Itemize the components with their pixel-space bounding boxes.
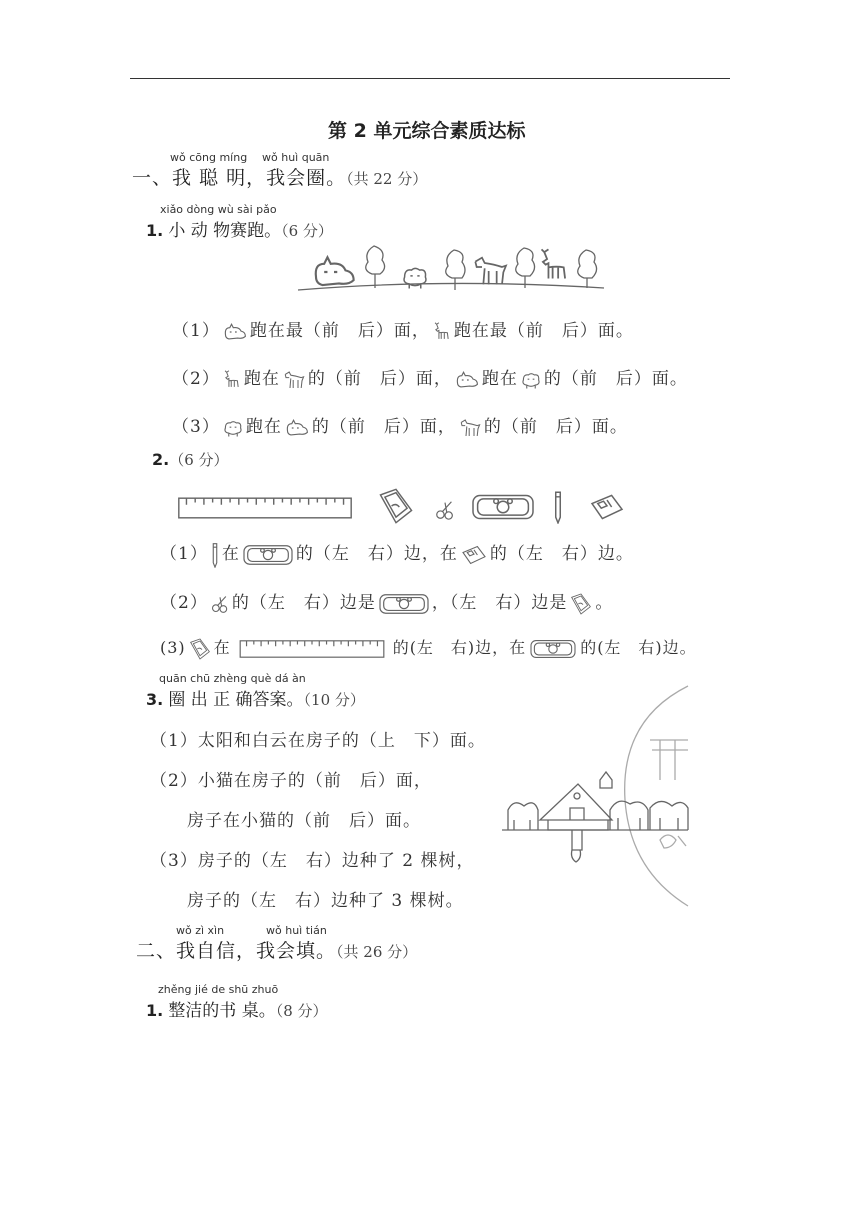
line-text: 的（前 后）面， [307, 369, 452, 389]
scissors-icon [210, 593, 230, 615]
scissors-icon [437, 502, 453, 519]
cat-icon [284, 418, 310, 438]
q1-number: 1. [146, 221, 164, 240]
line-index: （2） [172, 369, 220, 389]
q3-line-4: （3）房子的（左 右）边种了 2 棵树， [150, 851, 475, 871]
cat-icon [316, 257, 354, 285]
ruler-icon [179, 498, 351, 518]
line-text: ，（左 右）边是 [431, 593, 568, 613]
q3-line-3: 房子在小猫的（前 后）面。 [187, 811, 421, 831]
line-text: 的（前 后）面。 [483, 417, 628, 437]
section2-heading-row [136, 936, 417, 963]
line-text: 跑在最（前 后）面。 [453, 321, 634, 341]
q3-points: （10 分） [303, 691, 365, 709]
q3-line-1: （1）太阳和白云在房子的（上 下）面。 [150, 731, 486, 751]
tree-icon [578, 250, 597, 288]
line-text: 的（左 右）边是 [231, 593, 376, 613]
ruler-icon [233, 639, 391, 659]
q1-line-3 [172, 412, 628, 439]
sheep-icon [404, 268, 426, 288]
q3-line-2: （2）小猫在房子的（前 后）面， [150, 771, 432, 791]
line-index: （2） [160, 593, 208, 613]
pencil-icon [210, 542, 220, 568]
sheep-icon [222, 418, 244, 438]
pencil-box-icon [473, 495, 533, 518]
section2-pinyin-a: wǒ zì xìn [176, 924, 225, 937]
line-text: 在 [221, 544, 240, 564]
line-text: 跑在 [243, 369, 280, 389]
deer-icon [542, 249, 566, 278]
section1-pinyin-a: wǒ cōng míng [170, 151, 248, 164]
page-title: 第 2 单元综合素质达标 [328, 120, 526, 142]
deer-icon [222, 369, 242, 391]
line-text: 的(左 右)边。 [580, 638, 697, 657]
s2q1-points: （8 分） [275, 1002, 328, 1020]
q1-points: （6 分） [281, 222, 333, 240]
deer-icon [432, 321, 452, 343]
tree-icon [366, 246, 385, 288]
horse-icon [475, 258, 506, 285]
pencil-box-icon [242, 543, 294, 567]
section1-points: （共 22 分） [346, 170, 428, 188]
line-text: 的（前 后）面， [311, 417, 456, 437]
section2-pinyin-b: wǒ huì tián [266, 924, 327, 937]
q1-line-1 [172, 316, 634, 343]
q3-heading-row [146, 685, 365, 710]
section1-pinyin-b: wǒ huì quān [262, 151, 330, 164]
line-text: 的（前 后）面。 [543, 369, 688, 389]
horse-icon [458, 417, 482, 439]
q2-heading-row [152, 449, 229, 470]
line-text: 跑在 [481, 369, 518, 389]
q3-pinyin: quān chū zhèng què dá àn [159, 672, 306, 685]
section2-heading: 二、我自信，我会填。 [136, 940, 337, 962]
line-text: 在 [213, 638, 231, 657]
top-rule [130, 78, 730, 79]
section1-heading-row [132, 163, 427, 190]
horse-icon [282, 369, 306, 391]
tree-icon [516, 248, 535, 288]
pencil-box-icon [378, 592, 430, 616]
animal-race-illustration [296, 238, 606, 298]
line-index: （1） [172, 321, 220, 341]
line-index: (3) [160, 638, 186, 657]
s2q1-number: 1. [146, 1001, 164, 1020]
line-index: （1） [160, 544, 208, 564]
stationery-illustration [168, 484, 638, 528]
book-icon [380, 489, 411, 522]
pencil-icon [556, 492, 561, 523]
q3-number: 3. [146, 690, 164, 709]
q3-line-5: 房子的（左 右）边种了 3 棵树。 [187, 891, 464, 911]
pencil-box-icon [528, 638, 578, 660]
line-index: （3） [172, 417, 220, 437]
s2q1-pinyin: zhěng jié de shū zhuō [158, 983, 279, 996]
line-text: 的（左 右）边，在 [295, 544, 458, 564]
house-scene-illustration [500, 680, 690, 910]
line-text: 。 [595, 593, 614, 613]
q1-line-2 [172, 364, 688, 391]
section1-heading: 一、我 聪 明，我会圈。 [132, 167, 347, 189]
book-icon [188, 637, 212, 661]
book-icon [569, 592, 593, 616]
line-text: 的(左 右)边，在 [392, 638, 527, 657]
s2q1-heading-row [146, 996, 328, 1021]
eraser-icon [460, 544, 488, 566]
cat-icon [454, 370, 480, 390]
line-text: 跑在 [245, 417, 282, 437]
q2-points: （6 分） [169, 451, 229, 469]
section2-points: （共 26 分） [336, 943, 418, 961]
q2-line-1 [160, 539, 634, 568]
q1-pinyin: xiǎo dòng wù sài pǎo [160, 203, 277, 216]
s2q1-label: 整洁的书 桌。 [168, 1001, 276, 1021]
line-text: 的（左 右）边。 [489, 544, 634, 564]
eraser-icon [592, 495, 622, 518]
cat-icon [600, 772, 612, 788]
cat-icon [222, 322, 248, 342]
line-text: 跑在最（前 后）面， [249, 321, 430, 341]
q2-line-3 [160, 635, 697, 661]
q1-label: 小 动 物赛跑。 [168, 221, 282, 241]
q3-label: 圈 出 正 确答案。 [168, 690, 304, 710]
sheep-icon [520, 370, 542, 390]
q2-number: 2. [152, 450, 170, 469]
q2-line-2 [160, 588, 613, 616]
